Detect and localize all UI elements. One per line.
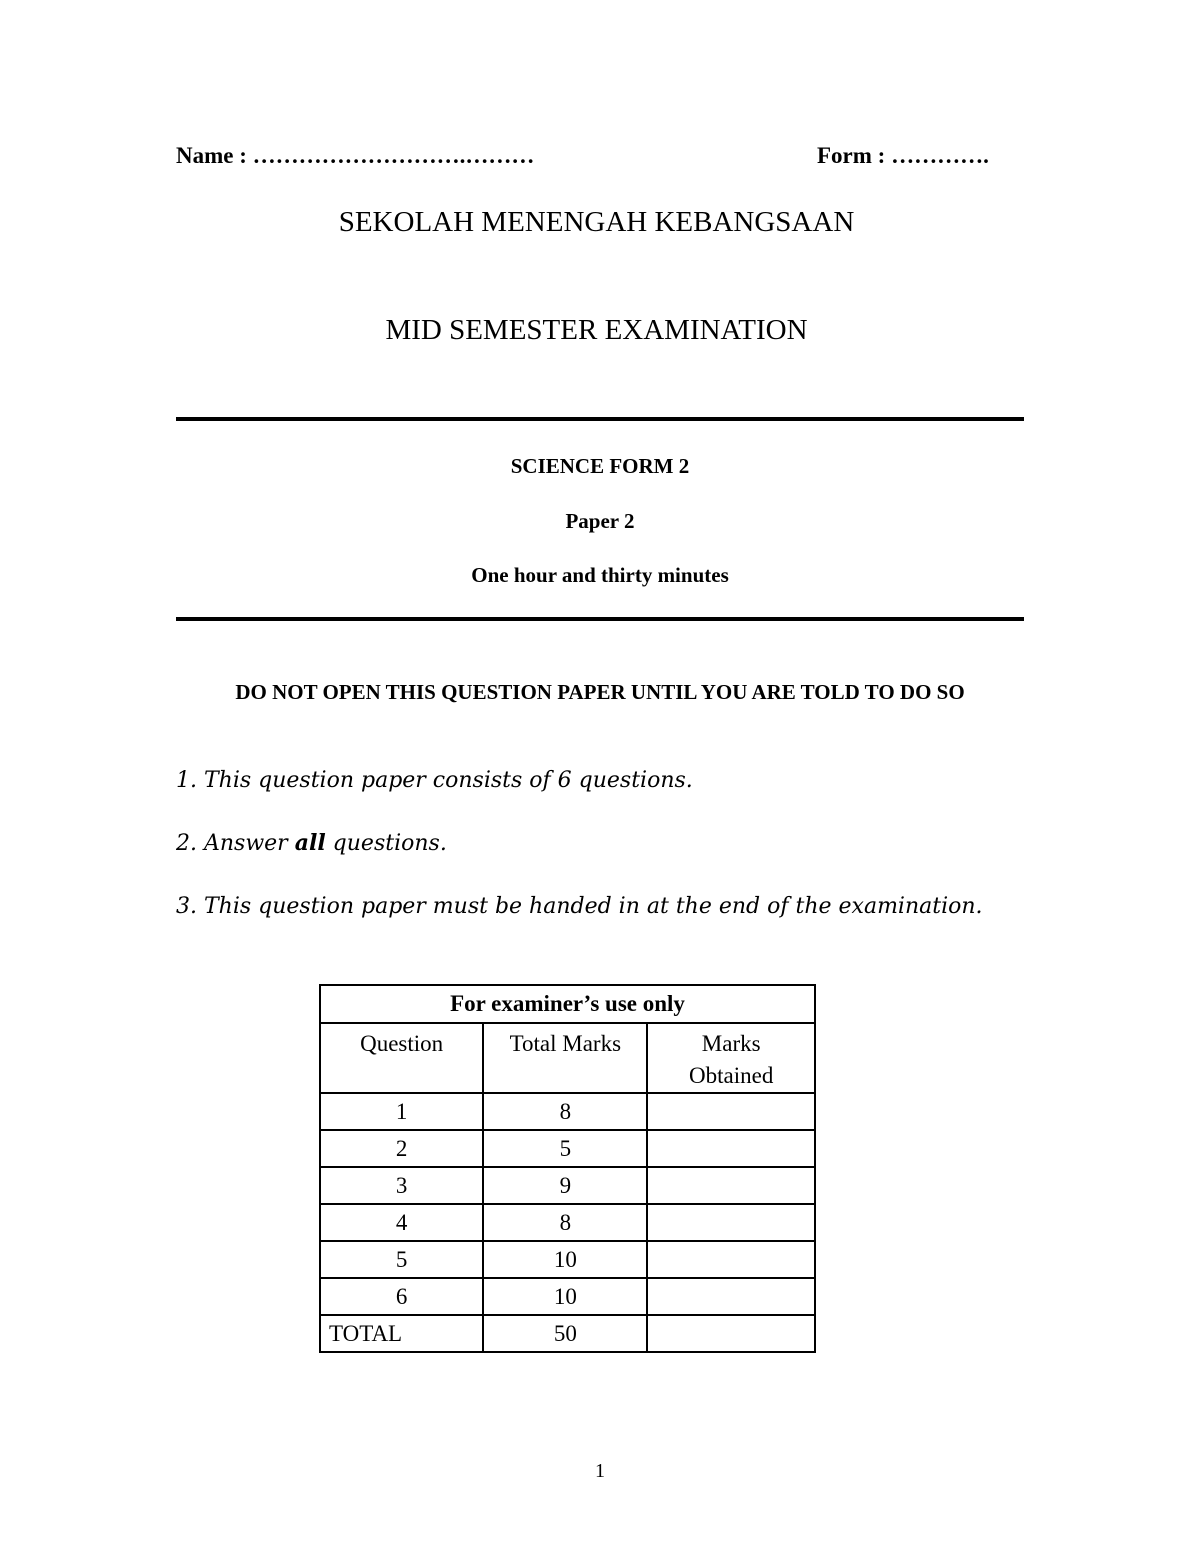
total-marks: 9 xyxy=(483,1167,647,1204)
marks-obtained xyxy=(647,1241,815,1278)
name-field-label: Name : ……………………….……… xyxy=(176,143,535,168)
marks-obtained xyxy=(647,1093,815,1130)
table-row xyxy=(320,1241,815,1278)
top-divider xyxy=(176,417,1024,421)
table-row xyxy=(320,1167,815,1204)
table-row xyxy=(320,1093,815,1130)
subject-title: SCIENCE FORM 2 xyxy=(510,454,690,478)
table-row xyxy=(320,1278,815,1315)
column-header-question: Question xyxy=(320,1023,483,1093)
grand-total-marks: 50 xyxy=(483,1315,647,1352)
total-label: TOTAL xyxy=(320,1315,483,1352)
instruction-3: 3. This question paper must be handed in at the end of the examination. xyxy=(176,894,983,919)
paper-number: Paper 2 xyxy=(565,509,635,533)
exam-title: MID SEMESTER EXAMINATION xyxy=(385,314,808,346)
total-marks: 8 xyxy=(483,1093,647,1130)
instruction-2-post: questions. xyxy=(325,831,447,856)
instruction-2-emphasis: all xyxy=(294,830,326,856)
total-marks: 8 xyxy=(483,1204,647,1241)
page-number: 1 xyxy=(595,1460,605,1482)
warning-notice: DO NOT OPEN THIS QUESTION PAPER UNTIL YOU ARE TOLD TO DO SO xyxy=(235,680,965,704)
table-title: For examiner’s use only xyxy=(320,985,815,1023)
bottom-divider xyxy=(176,617,1024,621)
instruction-2-pre: 2. Answer xyxy=(176,831,295,856)
total-marks: 10 xyxy=(483,1241,647,1278)
total-row xyxy=(320,1315,815,1352)
examiner-marks-table xyxy=(319,984,816,1353)
marks-obtained xyxy=(647,1130,815,1167)
marks-obtained xyxy=(647,1204,815,1241)
instruction-2 xyxy=(176,830,447,856)
question-number: 4 xyxy=(320,1204,483,1241)
question-number: 6 xyxy=(320,1278,483,1315)
column-header-total-marks: Total Marks xyxy=(483,1023,647,1093)
school-name: SEKOLAH MENENGAH KEBANGSAAN xyxy=(338,206,855,238)
question-number: 5 xyxy=(320,1241,483,1278)
table-row xyxy=(320,1130,815,1167)
total-marks: 10 xyxy=(483,1278,647,1315)
question-number: 2 xyxy=(320,1130,483,1167)
question-number: 3 xyxy=(320,1167,483,1204)
form-field-label: Form : …………. xyxy=(817,143,989,168)
question-number: 1 xyxy=(320,1093,483,1130)
marks-obtained xyxy=(647,1167,815,1204)
exam-duration: One hour and thirty minutes xyxy=(471,563,729,587)
total-marks-obtained xyxy=(647,1315,815,1352)
column-header-marks-obtained: Marks Obtained xyxy=(647,1023,815,1093)
marks-obtained xyxy=(647,1278,815,1315)
table-row xyxy=(320,1204,815,1241)
total-marks: 5 xyxy=(483,1130,647,1167)
instruction-1: 1. This question paper consists of 6 questions. xyxy=(176,768,693,793)
